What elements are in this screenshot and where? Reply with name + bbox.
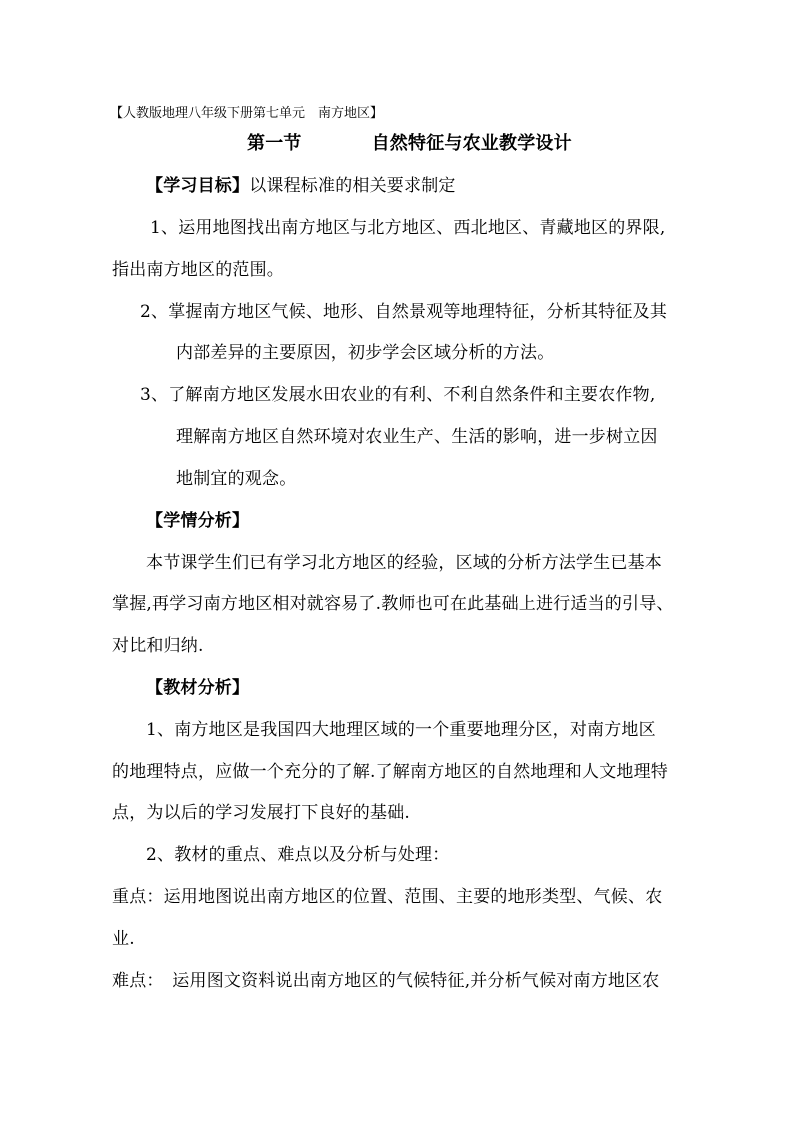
learner-analysis-heading: 【学情分析】 — [146, 511, 250, 531]
material-p1-line-2: 的地理特点，应做一个充分的了解.了解南方地区的自然地理和人文地理特 — [112, 762, 669, 782]
title-name: 自然特征与农业教学设计 — [371, 133, 572, 154]
goal-item-2-line-2: 内部差异的主要原因，初步学会区域分析的方法。 — [176, 343, 555, 363]
goal-item-3-line-3: 地制宜的观念。 — [176, 469, 297, 489]
goal-item-1-line-1: 1、运用地图找出南方地区与北方地区、西北地区、青藏地区的界限, — [150, 218, 666, 238]
key-point-line-1: 重点：运用地图说出南方地区的位置、范围、主要的地形类型、气候、农 — [112, 887, 663, 907]
difficulty-line-1: 难点： 运用图文资料说出南方地区的气候特征,并分析气候对南方地区农 — [112, 971, 660, 991]
learner-analysis-line-3: 对比和归纳. — [112, 636, 204, 656]
material-p1-line-3: 点，为以后的学习发展打下良好的基础. — [112, 803, 411, 823]
learner-analysis-line-2: 掌握,再学习南方地区相对就容易了.教师也可在此基础上进行适当的引导、 — [112, 594, 674, 614]
goal-item-2-line-1: 2、掌握南方地区气候、地形、自然景观等地理特征，分析其特征及其 — [140, 302, 668, 322]
learner-analysis-line-1: 本节课学生们已有学习北方地区的经验，区域的分析方法学生已基本 — [146, 553, 662, 573]
goals-intro: 以课程标准的相关要求制定 — [249, 176, 456, 196]
page-title — [247, 133, 572, 155]
key-point-line-2: 业. — [112, 929, 135, 949]
goal-item-3-line-1: 3、了解南方地区发展水田农业的有利、不利自然条件和主要农作物, — [140, 385, 656, 405]
header-note: 【人教版地理八年级下册第七单元 南方地区】 — [110, 106, 384, 121]
goal-item-3-line-2: 理解南方地区自然环境对农业生产、生活的影响，进一步树立因 — [176, 427, 658, 447]
material-p1-line-1: 1、南方地区是我国四大地理区域的一个重要地理分区，对南方地区 — [146, 720, 656, 740]
title-section: 第一节 — [247, 133, 302, 154]
goals-line — [146, 176, 456, 196]
goals-heading: 【学习目标】 — [146, 176, 250, 196]
material-analysis-heading: 【教材分析】 — [146, 678, 250, 698]
material-p2: 2、教材的重点、难点以及分析与处理： — [146, 845, 450, 865]
goal-item-1-line-2: 指出南方地区的范围。 — [112, 260, 284, 280]
